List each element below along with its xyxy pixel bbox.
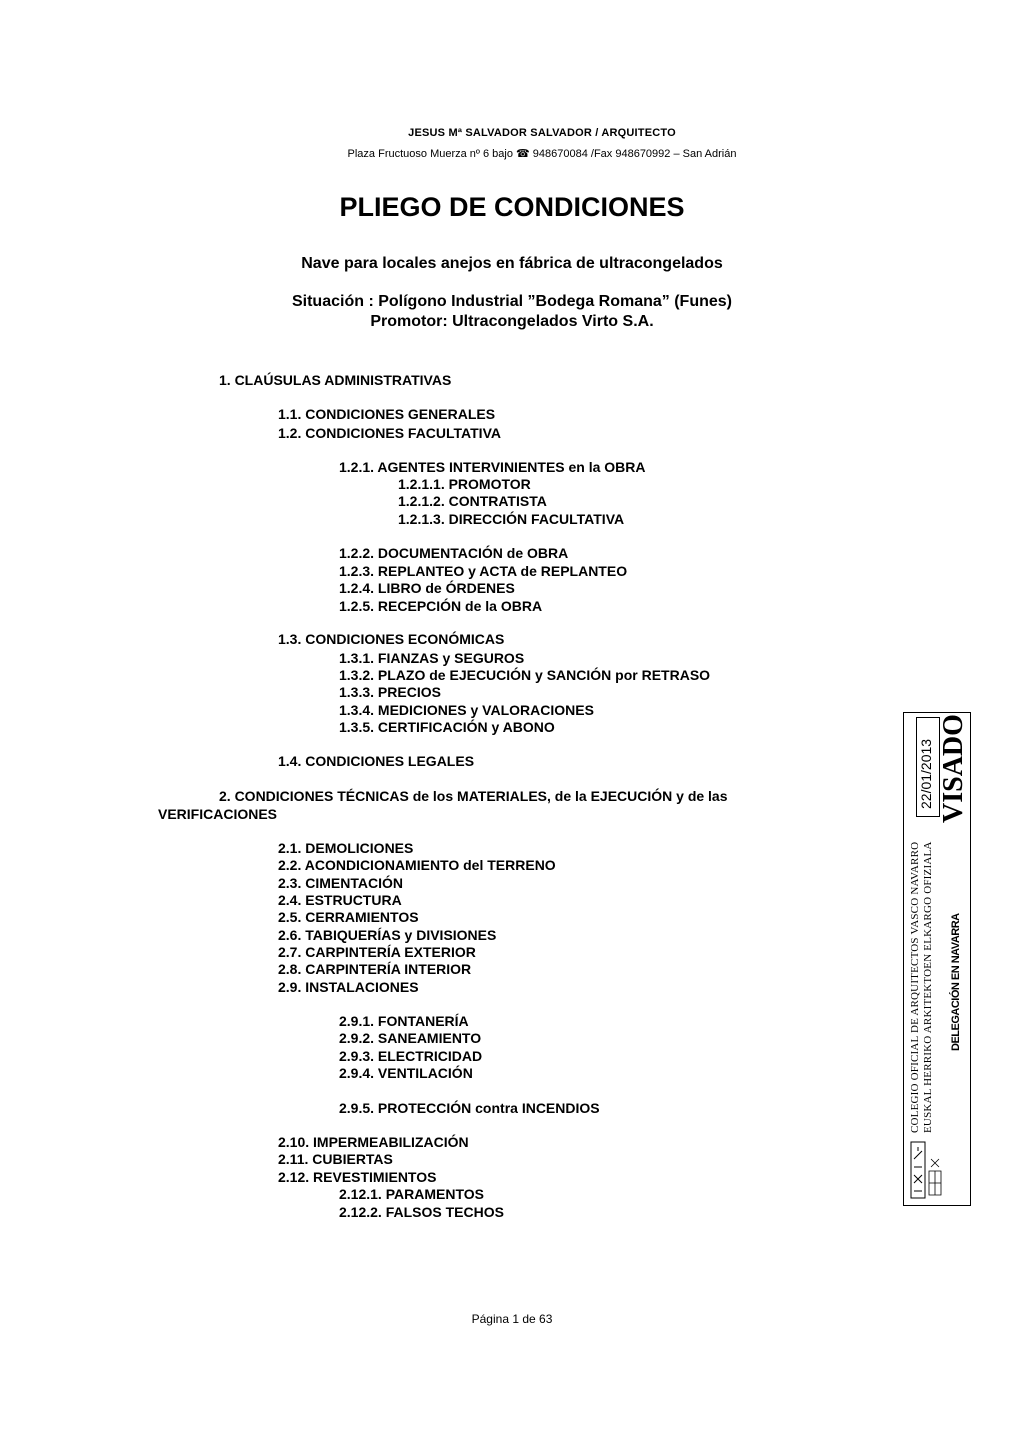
toc-item: 1.3.2. PLAZO de EJECUCIÓN y SANCIÓN por RETRASO [339, 667, 711, 683]
toc-item: 1.2.1. AGENTES INTERVINIENTES en la OBRA [339, 459, 646, 475]
architect-name: JESUS Mª SALVADOR SALVADOR / ARQUITECTO [408, 127, 676, 139]
document-title: PLIEGO DE CONDICIONES [339, 192, 685, 222]
stamp-delegation: DELEGACIÓN EN NAVARRA [950, 913, 962, 1051]
toc-item: 1.3.1. FIANZAS y SEGUROS [339, 650, 525, 666]
toc-item: 2.6. TABIQUERÍAS y DIVISIONES [278, 927, 497, 943]
toc-item: 2.9.4. VENTILACIÓN [339, 1065, 473, 1081]
toc-item: 2.9. INSTALACIONES [278, 979, 419, 995]
toc-item: 1.3. CONDICIONES ECONÓMICAS [278, 631, 505, 647]
toc-item: 1.2. CONDICIONES FACULTATIVA [278, 425, 501, 441]
visado-stamp [903, 712, 971, 1206]
toc-item: 1.2.5. RECEPCIÓN de la OBRA [339, 598, 543, 614]
project-subtitle: Nave para locales anejos en fábrica de ultracongelados [301, 255, 723, 272]
toc-item: 1.2.3. REPLANTEO y ACTA de REPLANTEO [339, 563, 628, 579]
toc-item: 2.1. DEMOLICIONES [278, 840, 414, 856]
toc-item: 2. CONDICIONES TÉCNICAS de los MATERIALES, de la EJECUCIÓN y de las [219, 788, 728, 804]
toc-item: 2.2. ACONDICIONAMIENTO del TERRENO [278, 857, 556, 873]
toc-item: 2.10. IMPERMEABILIZACIÓN [278, 1134, 469, 1150]
toc-item: 2.4. ESTRUCTURA [278, 892, 402, 908]
project-situation: Situación : Polígono Industrial ”Bodega Romana” (Funes) [291, 293, 732, 310]
toc-item: 2.7. CARPINTERÍA EXTERIOR [278, 944, 476, 960]
toc-item: 2.9.3. ELECTRICIDAD [339, 1048, 483, 1064]
architect-address: Plaza Fructuoso Muerza nº 6 bajo ☎ 948670084 /Fax 948670992 – San Adrián [347, 148, 737, 160]
toc-item: 2.9.5. PROTECCIÓN contra INCENDIOS [339, 1100, 600, 1116]
toc-item: 2.11. CUBIERTAS [278, 1151, 393, 1167]
page-number: Página 1 de 63 [471, 1312, 553, 1326]
toc-item: 2.12. REVESTIMIENTOS [278, 1169, 437, 1185]
toc-item: 2.9.1. FONTANERÍA [339, 1013, 469, 1029]
project-promoter: Promotor: Ultracongelados Virto S.A. [370, 313, 654, 330]
toc-item: VERIFICACIONES [158, 806, 278, 822]
toc-item: 1.2.4. LIBRO de ÓRDENES [339, 580, 515, 596]
college-logo-icon [910, 1141, 944, 1199]
toc-item: 2.12.2. FALSOS TECHOS [339, 1204, 504, 1220]
toc-item: 1.3.3. PRECIOS [339, 684, 441, 700]
toc-item: 1.2.1.2. CONTRATISTA [398, 493, 547, 509]
toc-item: 1.4. CONDICIONES LEGALES [278, 753, 475, 769]
toc-item: 2.12.1. PARAMENTOS [339, 1186, 484, 1202]
toc-item: 2.9.2. SANEAMIENTO [339, 1030, 482, 1046]
toc-item: 1.2.2. DOCUMENTACIÓN de OBRA [339, 545, 569, 561]
toc-item: 1.3.4. MEDICIONES y VALORACIONES [339, 702, 594, 718]
toc-item: 1. CLAÚSULAS ADMINISTRATIVAS [219, 372, 452, 388]
stamp-date: 22/01/2013 [918, 738, 934, 809]
stamp-visado: VISADO [938, 714, 969, 823]
toc-item: 1.2.1.1. PROMOTOR [398, 476, 531, 492]
toc-item: 2.5. CERRAMIENTOS [278, 909, 419, 925]
toc-item: 1.3.5. CERTIFICACIÓN y ABONO [339, 719, 555, 735]
stamp-college-name-basque: EUSKAL HERRIKO ARKITEKTOEN ELKARGO OFIZIALA [922, 841, 934, 1133]
toc-item: 2.8. CARPINTERÍA INTERIOR [278, 961, 472, 977]
toc-item: 2.3. CIMENTACIÓN [278, 875, 403, 891]
stamp-college-name: COLEGIO OFICIAL DE ARQUITECTOS VASCO NAVARRO [909, 841, 921, 1133]
toc-item: 1.2.1.3. DIRECCIÓN FACULTATIVA [398, 511, 625, 527]
toc-item: 1.1. CONDICIONES GENERALES [278, 406, 496, 422]
